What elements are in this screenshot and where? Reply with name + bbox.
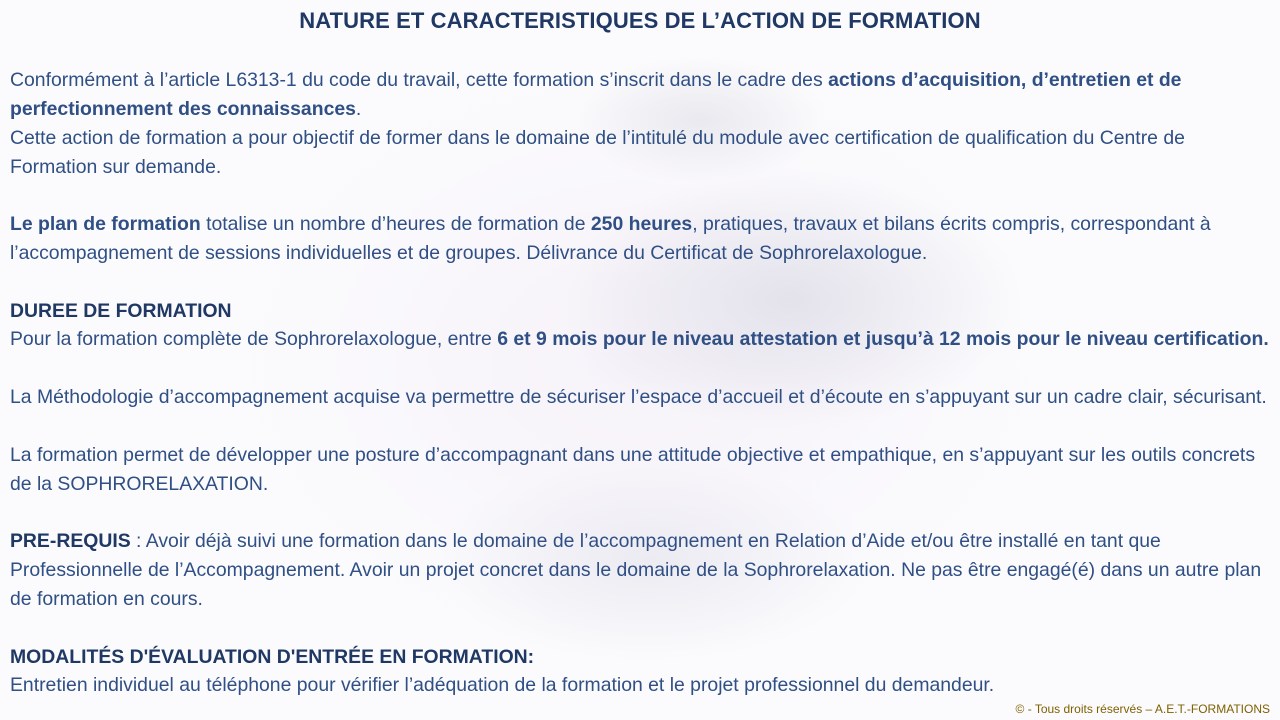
duree-text: Pour la formation complète de Sophrorelaxologue, entre <box>10 328 498 350</box>
intro-text: Conformément à l’article L6313-1 du code du travail, cette formation s’inscrit dans le cadre des <box>10 69 829 91</box>
plan-label: Le plan de formation <box>10 213 201 235</box>
methodologie-paragraph: La Méthodologie d’accompagnement acquise va permettre de sécuriser l’espace d’accueil et d’écoute en s’appuyant sur un cadre clair, sécurisant. <box>10 386 1267 408</box>
objective-paragraph: Cette action de formation a pour objectif de former dans le domaine de l’intitulé du module avec certification de qualification du Centre de Formation sur demande. <box>10 127 1185 178</box>
intro-period: . <box>355 98 362 120</box>
prerequis-label: PRE-REQUIS <box>10 530 131 552</box>
plan-text: totalise un nombre d’heures de formation de <box>200 213 591 235</box>
copyright-footer: © - Tous droits réservés – A.E.T.-FORMATIONS <box>1015 702 1270 716</box>
intro-emphasis: actions d’acquisition, d’entretien et de perfectionnement des connaissances <box>10 69 1182 120</box>
prerequis-text: : Avoir déjà suivi une formation dans le domaine de l’accompagnement en Relation d’Aide et/ou être installé en tant que Professionnelle de l’Accompagnement. Avoir un projet concret dans le domaine de la Sophrorelaxation. Ne pas être engagé(é) dans un autre plan de formation en cours. <box>10 530 1262 610</box>
plan-hours: 250 heures <box>590 213 693 235</box>
duree-paragraph <box>10 325 1272 354</box>
plan-paragraph <box>10 210 1272 268</box>
page-title: NATURE ET CARACTERISTIQUES DE L’ACTION DE FORMATION <box>299 8 981 33</box>
modalites-text: Entretien individuel au téléphone pour vérifier l’adéquation de la formation et le projet professionnel du demandeur. <box>10 674 995 696</box>
plan-text-end: , pratiques, travaux et bilans écrits compris, correspondant à l’accompagnement de sessions individuelles et de groupes. Délivrance du Certificat de Sophrorelaxologue. <box>10 213 1211 264</box>
posture-paragraph: La formation permet de développer une posture d’accompagnant dans une attitude objective et empathique, en s’appuyant sur les outils concrets de la SOPHRORELAXATION. <box>10 444 1256 495</box>
modalites-heading: MODALITÉS D'ÉVALUATION D'ENTRÉE EN FORMATION: <box>10 646 535 668</box>
prerequis-paragraph <box>10 527 1272 614</box>
intro-paragraph <box>10 66 1272 124</box>
duree-emphasis: 6 et 9 mois pour le niveau attestation et jusqu’à 12 mois pour le niveau certification. <box>497 328 1269 350</box>
duree-heading: DUREE DE FORMATION <box>10 300 232 322</box>
